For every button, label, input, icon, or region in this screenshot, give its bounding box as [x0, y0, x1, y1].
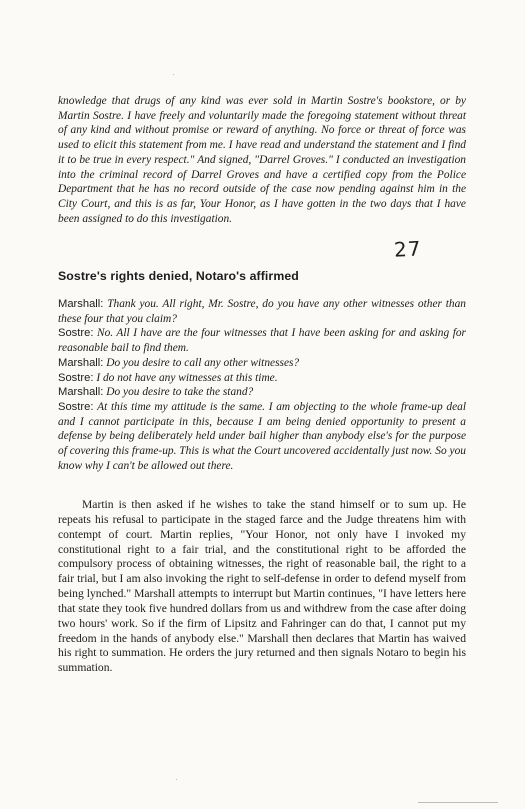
speech-text: At this time my attitude is the same. I am objecting to the whole frame-up deal and I cannot participate in this, because I am being denied opportunity to present a defense by being deliberately held under bail higher than anybody else's for the purpose of covering this frame-up. This is what the Court uncovered accidentally just now. So you know why I can't be allowed out there.	[58, 400, 466, 472]
intro-paragraph: knowledge that drugs of any kind was ever sold in Martin Sostre's bookstore, or by Martin Sostre. I have freely and voluntarily made the foregoing statement without threat of any kind and without promise or reward of anything. No force or threat of force was used to elicit this statement from me. I have read and understand the statement and I find it to be true in every respect." And signed, "Darrel Groves." I conducted an investigation into the criminal record of Darrel Groves and have a certified copy from the Police Department that he has no record outside of the case now pending against him in the City Court, and this is as far, Your Honor, as I have gotten in the two days that I have been assigned to do this investigation.	[58, 95, 466, 225]
dialogue-line	[58, 400, 466, 474]
section-heading: Sostre's rights denied, Notaro's affirmed	[58, 269, 299, 283]
narrative-paragraph: Martin is then asked if he wishes to take the stand himself or to sum up. He repeats his refusal to participate in the staged farce and the Judge threatens him with contempt of court. Martin replies, "Your Honor, not only have I invoked my constitutional right to a fair trial, and the constitutional right to be afforded the compulsory process of obtaining witnesses, the right of reasonable bail, the right to a fair trial, but I am also invoking the right to self-defense in order to defend myself from being lynched." Marshall attempts to interrupt but Martin continues, "I have letters here that state they took five hundred dollars from us and withdrew from the case after doing two hours' work. So if the firm of Lipsitz and Fahringer can do that, I cannot put my freedom in the hands of anybody else." Marshall then declares that Martin has waived his right to summation. He orders the jury returned and then signals Notaro to begin his summation.	[58, 498, 466, 675]
speaker-label: Sostre:	[58, 371, 94, 384]
speaker-label: Sostre:	[58, 400, 94, 413]
dialogue-line	[58, 326, 466, 355]
bottom-mark: .	[176, 776, 178, 782]
speech-text: Do you desire to call any other witnesses?	[106, 356, 300, 369]
speech-text: Do you desire to take the stand?	[106, 386, 254, 399]
speaker-label: Marshall:	[58, 298, 104, 310]
speaker-label: Sostre:	[58, 327, 94, 340]
dialogue-block	[58, 297, 466, 473]
top-mark: .	[173, 71, 175, 77]
dialogue-line	[58, 371, 466, 386]
bottom-rule	[418, 802, 498, 803]
speech-text: I do not have any witnesses at this time.	[96, 371, 278, 384]
narrative-block	[58, 498, 466, 676]
speaker-label: Marshall:	[58, 356, 104, 369]
speech-text: No. All I have are the four witnesses that I have been asking for and asking for reasonable bail to find them.	[58, 327, 466, 355]
dialogue-line	[58, 356, 466, 371]
dialogue-line	[58, 297, 466, 326]
handwritten-page-number: 27	[393, 236, 423, 262]
dialogue-line	[58, 385, 466, 400]
speaker-label: Marshall:	[58, 386, 104, 399]
speech-text: Thank you. All right, Mr. Sostre, do you have any other witnesses other than these four that you claim?	[58, 298, 466, 325]
